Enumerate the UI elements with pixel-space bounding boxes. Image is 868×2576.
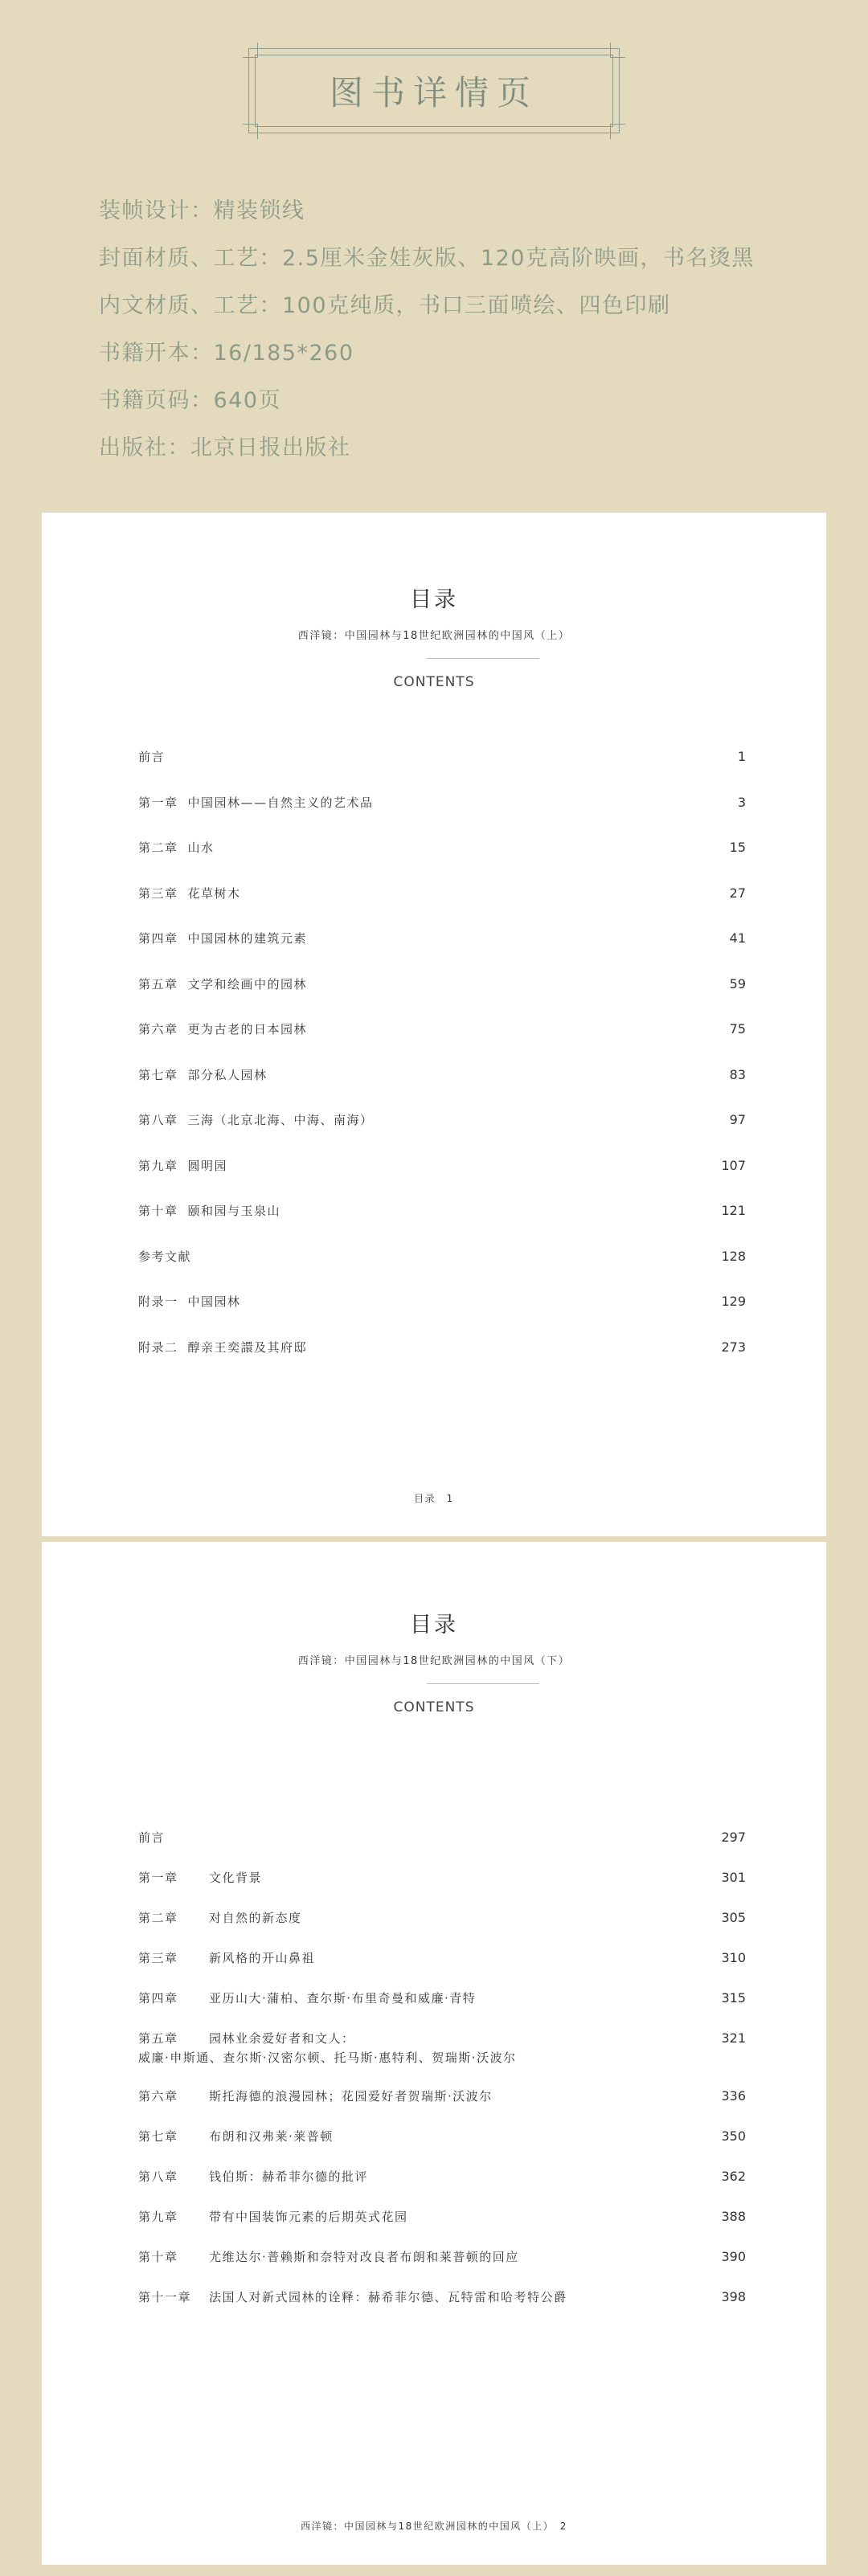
toc-page-number: 310	[721, 1950, 746, 1965]
toc-row	[138, 975, 746, 1020]
toc-row	[138, 1201, 746, 1247]
toc-chapter-title: 圆明园	[187, 1158, 228, 1173]
toc-row	[138, 1338, 746, 1384]
toc-chapter-title: 三海（北京北海、中海、南海）	[187, 1113, 374, 1127]
toc-chapter-title: 更为古老的日本园林	[187, 1022, 308, 1037]
toc-row	[138, 884, 746, 930]
toc-row	[138, 2207, 746, 2247]
page-title: 图书详情页	[329, 73, 538, 112]
toc-page-number: 398	[721, 2289, 746, 2304]
toc-row	[138, 1868, 746, 1908]
toc-chapter-title: 斯托海德的浪漫园林；花园爱好者贺瑞斯·沃波尔	[209, 2089, 493, 2104]
toc-row	[138, 2029, 746, 2087]
toc-chapter-title: 部分私人园林	[187, 1067, 268, 1082]
toc-list	[138, 1828, 746, 2328]
toc-chapter-title: 新风格的开山鼻祖	[209, 1951, 316, 1965]
toc-page-number: 315	[721, 1990, 746, 2006]
toc-row	[138, 2127, 746, 2167]
toc-chapter-number: 第一章	[138, 1871, 178, 1885]
toc-chapter-title-line2: 威廉·申斯通、查尔斯·汉密尔顿、托马斯·惠特利、贺瑞斯·沃波尔	[138, 2051, 517, 2065]
title-banner	[248, 48, 620, 133]
toc-chapter-number: 第三章	[138, 1951, 178, 1965]
toc-chapter-title: 文学和绘画中的园林	[187, 976, 308, 992]
toc-row	[138, 793, 746, 839]
toc-chapter-number: 第六章	[138, 1022, 178, 1037]
toc-page-number: 388	[721, 2209, 746, 2224]
toc-chapter-number: 第七章	[138, 2129, 178, 2144]
toc-row	[138, 1110, 746, 1156]
toc-chapter-number: 第六章	[138, 2089, 178, 2104]
toc-chapter-number: 第五章	[138, 976, 178, 992]
toc-row	[138, 747, 746, 793]
page-footer: 西洋镜：中国园林与18世纪欧洲园林的中国风（上） 2	[301, 2521, 567, 2532]
spec-page-count: 书籍页码：640页	[99, 388, 282, 413]
toc-row	[138, 2167, 746, 2207]
book-specs	[99, 191, 755, 476]
toc-page-number: 390	[721, 2249, 746, 2264]
toc-chapter-title: 中国园林的建筑元素	[187, 931, 308, 946]
toc-chapter-number: 前言	[138, 1830, 166, 1845]
toc-chapter-number: 第八章	[138, 2169, 178, 2184]
toc-subtitle: 西洋镜：中国园林与18世纪欧洲园林的中国风（下）	[297, 1655, 571, 1667]
toc-chapter-number: 第四章	[138, 931, 178, 946]
toc-chapter-number: 第二章	[138, 1911, 178, 1925]
toc-page-number: 297	[721, 1830, 746, 1845]
toc-chapter-number: 附录二	[138, 1339, 178, 1355]
toc-page-number: 273	[721, 1339, 746, 1355]
toc-page-number: 128	[721, 1248, 746, 1264]
toc-row	[138, 1989, 746, 2029]
toc-chapter-number: 第七章	[138, 1067, 178, 1082]
toc-page-1	[42, 513, 826, 1536]
toc-page-number: 121	[721, 1203, 746, 1218]
toc-row	[138, 1020, 746, 1065]
toc-chapter-number: 参考文献	[138, 1249, 192, 1264]
toc-chapter-number: 第九章	[138, 2210, 178, 2224]
toc-chapter-title: 文化背景	[209, 1871, 263, 1885]
toc-contents-label: CONTENTS	[393, 1699, 475, 1715]
toc-chapter-number: 附录一	[138, 1294, 178, 1309]
toc-page-number: 15	[729, 840, 746, 855]
toc-chapter-title: 带有中国装饰元素的后期英式花园	[209, 2210, 408, 2224]
toc-chapter-number: 第四章	[138, 1991, 178, 2006]
toc-page-number: 305	[721, 1910, 746, 1925]
toc-heading: 目录	[410, 1613, 458, 1638]
toc-row	[138, 2288, 746, 2328]
spec-binding: 装帧设计：精装锁线	[99, 198, 305, 223]
page-footer: 目录 1	[414, 1493, 454, 1504]
toc-row	[138, 1292, 746, 1338]
toc-chapter-title: 布朗和汉弗莱·莱普顿	[209, 2129, 334, 2144]
toc-page-number: 362	[721, 2169, 746, 2184]
toc-chapter-title: 中国园林——自然主义的艺术品	[187, 795, 374, 810]
toc-chapter-number: 第十一章	[138, 2290, 192, 2304]
toc-chapter-title: 醇亲王奕譞及其府邸	[187, 1339, 308, 1355]
toc-list	[138, 747, 746, 1383]
toc-chapter-number: 前言	[138, 750, 166, 764]
toc-row	[138, 2247, 746, 2288]
toc-chapter-title: 颐和园与玉泉山	[187, 1204, 281, 1218]
toc-page-number: 129	[721, 1294, 746, 1309]
toc-subtitle: 西洋镜：中国园林与18世纪欧洲园林的中国风（上）	[297, 630, 571, 642]
toc-chapter-number: 第二章	[138, 840, 178, 855]
toc-row	[138, 838, 746, 884]
toc-page-number: 301	[721, 1870, 746, 1885]
toc-chapter-number: 第十章	[138, 1204, 178, 1218]
toc-row	[138, 929, 746, 975]
toc-page-number: 107	[721, 1157, 746, 1173]
toc-page-number: 41	[729, 930, 746, 946]
spec-format: 书籍开本：16/185*260	[99, 341, 354, 366]
toc-chapter-title: 亚历山大·蒲柏、查尔斯·布里奇曼和威廉·青特	[209, 1991, 477, 2006]
toc-chapter-number: 第三章	[138, 885, 178, 901]
toc-divider	[427, 658, 539, 659]
toc-row	[138, 1065, 746, 1111]
spec-cover-material: 封面材质、工艺：2.5厘米金娃灰版、120克高阶映画，书名烫黑	[99, 246, 755, 271]
toc-page-number: 83	[729, 1066, 746, 1082]
toc-row	[138, 1247, 746, 1293]
toc-chapter-number: 第九章	[138, 1158, 178, 1173]
toc-chapter-number: 第五章	[138, 2031, 178, 2046]
toc-chapter-title: 对自然的新态度	[209, 1911, 302, 1925]
toc-chapter-title: 钱伯斯：赫希菲尔德的批评	[209, 2169, 369, 2184]
toc-page-number: 350	[721, 2128, 746, 2144]
toc-page-number: 97	[729, 1112, 746, 1127]
toc-chapter-title: 法国人对新式园林的诠释：赫希菲尔德、瓦特雷和哈考特公爵	[209, 2290, 567, 2304]
toc-chapter-title: 园林业余爱好者和文人：	[209, 2031, 355, 2046]
toc-chapter-title: 山水	[187, 840, 215, 855]
toc-page-2	[42, 1542, 826, 2565]
toc-page-number: 336	[721, 2088, 746, 2104]
toc-chapter-title: 花草树木	[187, 885, 241, 901]
toc-chapter-title: 中国园林	[187, 1294, 241, 1309]
toc-chapter-number: 第八章	[138, 1113, 178, 1127]
toc-row	[138, 1828, 746, 1868]
toc-divider	[427, 1683, 539, 1684]
toc-chapter-number: 第一章	[138, 795, 178, 810]
toc-page-number: 75	[729, 1021, 746, 1037]
toc-contents-label: CONTENTS	[393, 674, 475, 690]
toc-row	[138, 1156, 746, 1202]
toc-page-number: 27	[729, 885, 746, 901]
toc-chapter-title: 尤维达尔·普赖斯和奈特对改良者布朗和莱普顿的回应	[209, 2250, 519, 2264]
spec-inner-material: 内文材质、工艺：100克纯质，书口三面喷绘、四色印刷	[99, 293, 671, 318]
toc-page-number: 1	[737, 749, 746, 764]
toc-chapter-number: 第十章	[138, 2250, 178, 2264]
toc-heading: 目录	[410, 587, 458, 612]
toc-page-number: 321	[721, 2030, 746, 2046]
spec-publisher: 出版社：北京日报出版社	[99, 435, 351, 460]
toc-page-number: 59	[729, 975, 746, 992]
toc-row	[138, 1948, 746, 1989]
toc-row	[138, 1908, 746, 1948]
toc-row	[138, 2087, 746, 2127]
toc-page-number: 3	[737, 794, 746, 810]
